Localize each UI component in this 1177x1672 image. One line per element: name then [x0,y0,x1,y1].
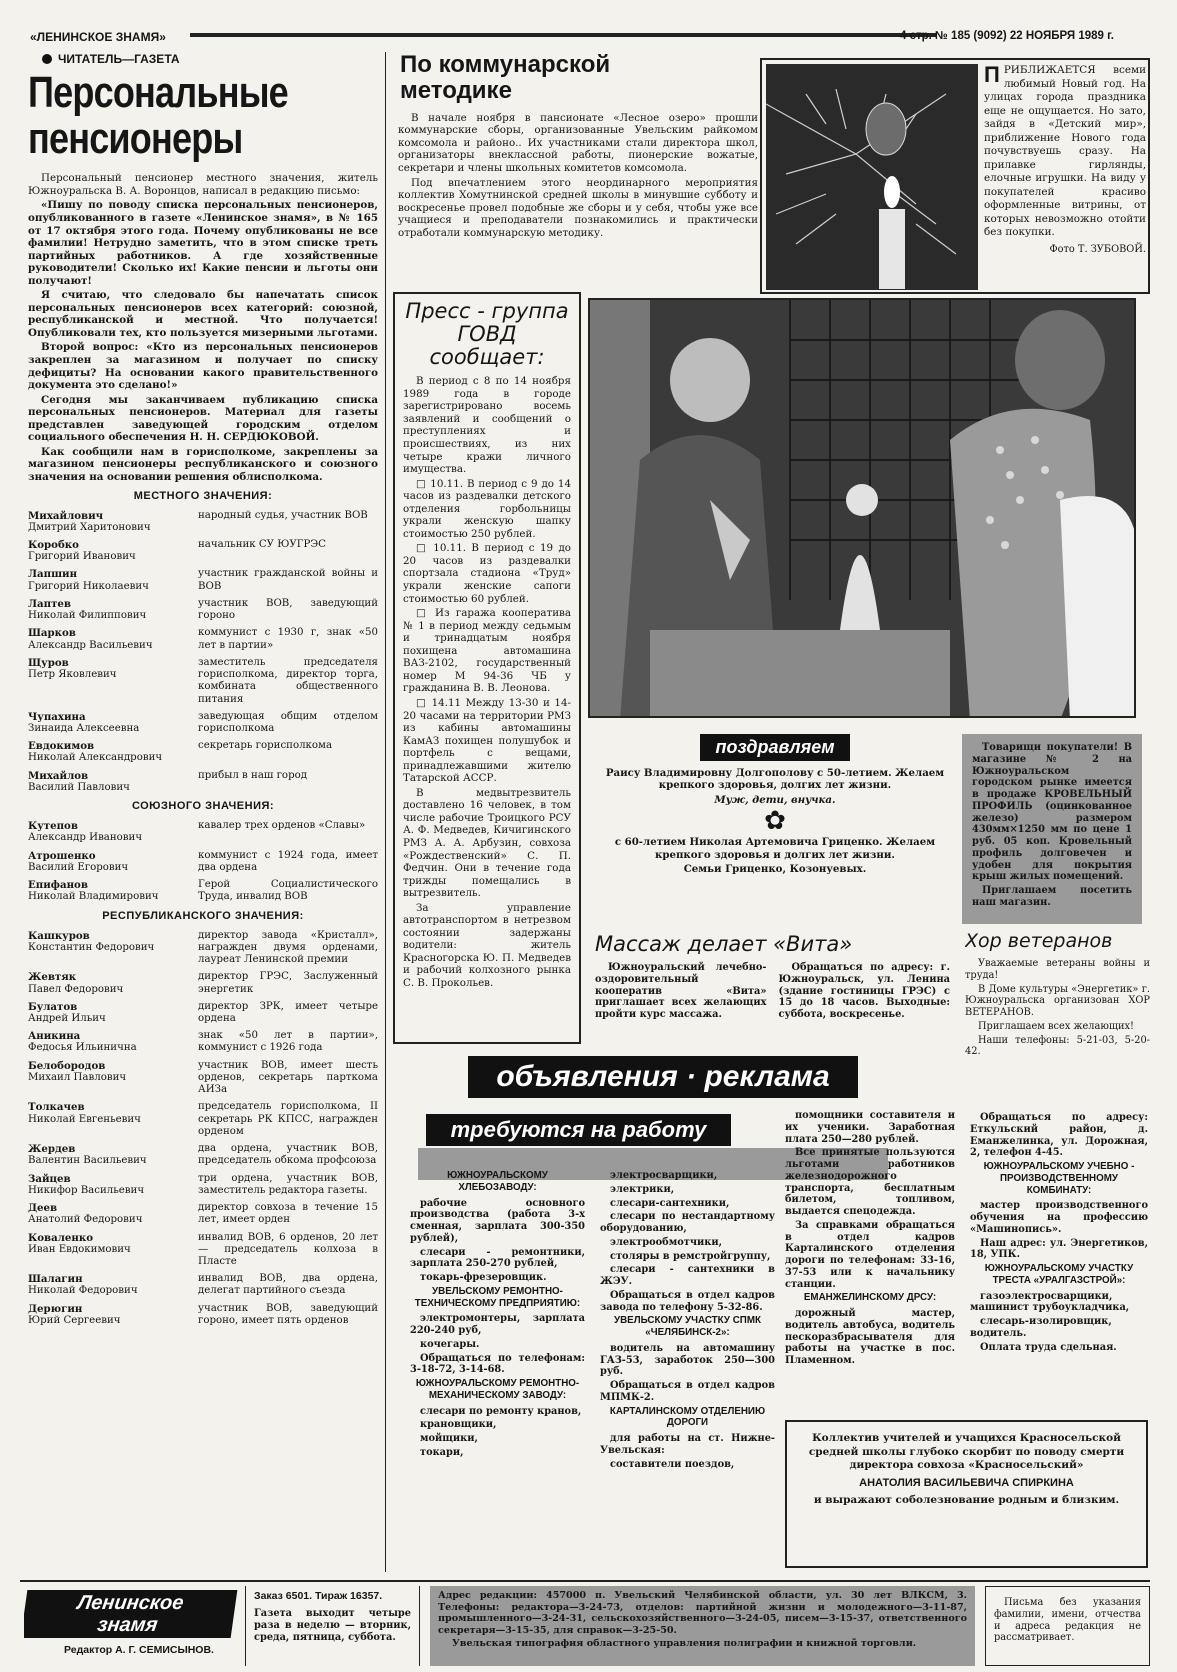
pensioner-surname: Атрошенко [28,849,96,862]
pensioner-entry [28,1202,378,1226]
ads-column-2 [600,1170,775,1580]
paragraph: □ 14.11 Между 13-30 и 14-20 часами на территории РМЗ из кабины автомашины КамАЗ похищен полушубок и портфель с вещами, принадлежавшими жителю Татарской АССР. [403,696,571,785]
pensioner-description: Герой Социалистического Труда, инвалид ВОВ [198,879,378,903]
ad-line: электросварщики, [610,1170,718,1181]
ad-line: помощники составителя и их ученики. Заработная плата 250—280 рублей. [785,1110,955,1145]
press-group-article [393,292,581,1044]
greeting-1: Раису Владимировну Долгополову с 50-летием. Желаем крепкого здоровья, долгих лет жизни. [605,767,945,792]
ad-employer-heading: ЮЖНОУРАЛЬСКОМУ РЕМОНТНО-МЕХАНИЧЕСКОМУ ЗАВОДУ: [415,1378,580,1401]
choir-p1: Уважаемые ветераны войны и труда! [965,958,1150,981]
ad-line: За справками обращаться в отдел кадров Карталинского отделения дороги по телефонам: 33-16, 37-53 или к начальнику станции. [785,1219,955,1290]
pensioner-given-names: Валентин Васильевич [28,1155,147,1167]
ad-line: Оплата труда сдельная. [980,1341,1117,1353]
pensioner-surname: Аникина [28,1030,81,1043]
pensioner-given-names: Василий Егорович [28,861,129,873]
pensioner-entry [28,510,378,534]
pensioner-surname: Кутепов [28,820,78,833]
pensioner-given-names: Петр Яковлевич [28,669,117,681]
ad-line: слесарь-изолировщик, водитель. [970,1316,1112,1339]
pensioner-surname: Михайлович [28,509,104,522]
pensioner-given-names: Анатолий Федорович [28,1214,143,1226]
roofing-invite: Приглашаем посетить наш магазин. [972,885,1132,908]
personal-article [28,52,378,1572]
pensioner-entry [28,1232,378,1269]
pensioner-surname: Жевтяк [28,971,77,984]
ad-line: мойщики, [420,1433,478,1444]
pensioner-surname: Деев [28,1202,58,1215]
condolence-text: Коллектив учителей и учащихся Красносельской средней школы глубоко скорбит по поводу смерти директора совхоза «Красносельский» [808,1432,1125,1472]
pensioner-name [28,1143,198,1167]
pensioner-description: секретарь горисполкома [198,740,333,752]
ad-line: для работы на ст. Нижне-Увельская: [600,1433,775,1456]
paper-logo [24,1590,237,1638]
pensioner-given-names: Василий Павлович [28,781,130,793]
pensioner-entry [28,850,378,874]
pensioner-name [28,539,198,563]
ad-line: Обращаться в отдел кадров завода по телефону 5-32-86. [600,1289,775,1313]
ad-line: рабочие основного производства (работа 3-х сменная, зарплата 300-350 рублей), [410,1197,585,1244]
publication-schedule: Газета выходит четыре раза в неделю — вторник, среда, пятница, суббота. [254,1608,411,1643]
quote-text: «Пишу по поводу списка персональных пенсионеров, опубликованного в газете «Ленинское знамя», в № 165 от 17 октября этого года. Почему опубликованы не все фамилии! Нетрудно заметить, что в этом списке треть партийных работников. А где хозяйственные руководители! Сколько их! Какие пенсии и льготы они получают! [28,199,378,287]
pensioner-surname: Жердев [28,1143,76,1156]
condolence-box [785,1420,1148,1568]
press-title [403,300,571,369]
pensioner-surname: Коробко [28,538,79,551]
pensioner-entry [28,627,378,651]
pensioner-description: инвалид ВОВ, два ордена, делегат партийного съезда [198,1273,378,1297]
footer-letters [985,1586,1150,1666]
article-title [28,70,315,162]
massage-ad [595,932,950,1052]
ad-line: Все принятые пользуются льготами работников железнодорожного транспорта, бесплатным билетом, топливом, выдается спецодежда. [785,1147,955,1217]
ad-line: слесари - сантехники в ЖЭУ. [600,1264,775,1287]
section-heading-republic: РЕСПУБЛИКАНСКОГО ЗНАЧЕНИЯ: [102,909,304,922]
pensioner-given-names: Григорий Иванович [28,551,136,563]
ad-line: слесари по ремонту кранов, [420,1405,582,1417]
pensioner-given-names: Андрей Ильич [28,1013,106,1024]
pensioner-entry [28,930,378,967]
pensioner-name [28,598,198,622]
paragraph: □ 10.11. В период с 9 до 14 часов из раздевалки детского отделения горбольницы украли женскую шапку стоимостью 250 рублей. [403,477,571,540]
ad-line: слесари-сантехники, [610,1197,730,1209]
drop-cap: П [984,64,1000,87]
letters-policy: Письма без указания фамилии, имени, отчества и адреса редакция не рассматривает. [994,1597,1141,1644]
paragraph: В медвытрезвитель доставлено 16 человек, в том числе рабочие Троицкого РСУ А. Ф. Медведев, Кичигинского РМЗ А. А. Арбузин, совхоза «Рождественский» С. П. Федчин. Они в течение года трижды помещались в вытрезвитель. [403,786,571,900]
pensioner-given-names: Михаил Павлович [28,1071,127,1083]
paragraph: Сегодня мы заканчиваем публикацию списка персональных пенсионеров. Материал для газеты представлен заведующей городским отделом социального обеспечения Н. Н. СЕРДЮКОВОЙ. [28,393,378,444]
title-line-2: пенсионеры [28,114,243,164]
kommunar-article [398,52,758,282]
pensioner-entry [28,1030,378,1054]
ad-line: электромонтеры, зарплата 220-240 руб, [410,1313,585,1336]
pensioner-surname: Булатов [28,1000,78,1013]
pensioner-surname: Евдокимов [28,740,95,753]
pensioner-description: заведующая общим отделом горисполкома [198,710,378,735]
pensioner-entry [28,1173,378,1197]
paper-name: «ЛЕНИНСКОЕ ЗНАМЯ» [30,30,166,44]
pensioner-surname: Лаптев [28,597,71,610]
pensioner-name [28,1101,198,1138]
pensioner-given-names: Александр Васильевич [28,639,153,651]
pensioner-given-names: Николай Евгеньевич [28,1113,141,1125]
pensioner-name [28,770,198,794]
pensioner-name [28,1232,198,1269]
ad-line: дорожный мастер, водитель автобуса, водитель пескоразбрасывателя для работы на участке в пос. Пламенном. [785,1308,955,1366]
pensioner-description: начальник СУ ЮУГРЭС [198,538,326,550]
editorial-address: Адрес редакции: 457000 п. Увельский Челябинской области, ул. 30 лет ВЛКСМ, 3. Телефоны: редактора—3-24-73, отделов: партийной жизни и молодежного—3-11-87, промышленного—3-24-31, сельскохозяйственного—3-24-05, писем—3-15-37, ответственного секретаря—3-15-35, для справок—3-25-50. [438,1590,967,1636]
column-divider [385,52,386,1572]
pensioner-given-names: Зинаида Алексеевна [28,723,140,735]
pensioner-entry [28,711,378,735]
ad-employer-heading: ЮЖНОУРАЛЬСКОМУ УЧЕБНО - ПРОИЗВОДСТВЕННОМУ КОМБИНАТУ: [983,1161,1135,1196]
paragraph: Второй вопрос: «Кто из персональных пенсионеров закреплен за магазином и получает по списку дефициты? На основании какого правительственного документа это сделано!» [28,341,378,392]
ad-line: составители поездов, [610,1458,735,1470]
title-line-2: ГОВД [457,322,517,347]
section-heading-union: СОЮЗНОГО ЗНАЧЕНИЯ: [131,800,275,813]
ad-employer-heading: ЮЖНОУРАЛЬСКОМУ УЧАСТКУ ТРЕСТА «УРАЛГАЗСТРОЙ»: [984,1263,1134,1286]
pensioner-name [28,627,198,651]
intro-text: Персональный пенсионер местного значения, житель Южноуральска В. А. Воронцов, написал в редакцию письмо: [28,172,378,197]
pensioner-name [28,740,198,764]
ad-employer-heading: КАРТАЛИНСКОМУ ОТДЕЛЕНИЮ ДОРОГИ [609,1405,766,1429]
pensioner-description: прибыл в наш город [198,769,307,781]
pensioner-given-names: Дмитрий Харитонович [28,521,151,533]
pensioner-name [28,510,198,534]
pensioner-name [28,1173,198,1197]
ad-line: Обращаться по телефонам: 3-18-72, 3-14-68. [410,1352,585,1376]
new-year-text: РИБЛИЖАЕТСЯ всеми любимый Новый год. На улицах города праздника еще не ощущается. Но зато, зайдя в «Детский мир», приближение Нового года почувствуешь сразу. На прилавке гирлянды, елочные игрушки. На виду у покупателей красиво оформленные витрины, от которых невозможно отойти без покупки. [984,64,1146,239]
pensioner-entry [28,740,378,764]
pensioner-description: заместитель председателя горисполкома, директор торга, комбината общественного питания [198,656,378,705]
pensioner-entry [28,820,378,844]
new-year-feature [760,58,1150,294]
pensioner-given-names: Константин Федорович [28,941,155,953]
masthead-rule [190,33,937,37]
pensioner-surname: Михайлов [28,769,89,782]
rubric-label: ЧИТАТЕЛЬ—ГАЗЕТА [58,52,180,66]
massage-right: Обращаться по адресу: г. Южноуральск, ул. Ленина (здание гостиницы ГРЭС) с 15 до 18 часов. Выходные: суббота, воскресенье. [778,962,950,1020]
pensioner-surname: Лапшин [28,568,78,581]
ad-line: слесари - ремонтники, зарплата 250-270 рублей, [410,1246,585,1270]
condolence-name: АНАТОЛИЯ ВАСИЛЬЕВИЧА СПИРКИНА [859,1476,1074,1489]
pensioner-description: участник ВОВ, заведующий гороно, имеет пять орденов [198,1302,378,1326]
pensioner-description: коммунист с 1930 г, знак «50 лет в партии» [198,627,378,651]
pensioner-name [28,1273,198,1297]
pensioner-name [28,1001,198,1025]
roofing-ad [962,734,1142,924]
pensioner-description: два ордена, участник ВОВ, председатель обкома профсоюза [198,1143,378,1167]
pensioner-given-names: Федосья Ильинична [28,1042,137,1054]
editor-name: Редактор А. Г. СЕМИСЫНОВ. [64,1644,214,1656]
pensioner-surname: Толкачев [28,1101,85,1114]
bullet-icon [42,54,52,64]
pensioner-entry [28,657,378,706]
pensioner-given-names: Николай Александрович [28,752,163,764]
pensioner-description: председатель горисполкома, II секретарь РК КПСС, награжден орденом [198,1101,378,1137]
pensioner-surname: Кашкуров [28,929,90,942]
massage-left: Южноуральский лечебно-оздоровительный кооператив «Вита» приглашает всех желающих пройти курс массажа. [595,962,767,1020]
pensioner-surname: Зайцев [28,1172,71,1185]
pensioner-description: участник ВОВ, имеет шесть орденов, секретарь парткома АИЗа [198,1059,378,1096]
paragraph: В период с 8 по 14 ноября 1989 года в городе зарегистрировано восемь заявлений и сообщений о преступлениях и происшествиях, из них четыре кражи личного имущества. [403,375,571,476]
kommunar-title [400,52,758,104]
ad-employer-heading: ЮЖНОУРАЛЬСКОМУ ХЛЕБОЗАВОДУ: [447,1170,548,1193]
paragraph: Я считаю, что следовало бы напечатать список персональных пенсионеров всех категорий: союзной, республиканской и местной. Что получается! Опубликовали тех, кто пользуется мизерными льготами. [28,289,378,339]
paragraph: За управление автотранспортом в нетрезвом состоянии задержаны водители: житель Красногорска Ю. П. Медведев и рабочий колхозного рынка С. В. Прокольев. [403,901,571,989]
ad-employer-heading: УВЕЛЬСКОМУ РЕМОНТНО-ТЕХНИЧЕСКОМУ ПРЕДПРИЯТИЮ: [414,1285,581,1309]
pensioner-given-names: Николай Филиппович [28,610,147,622]
choir-p4: Наши телефоны: 5-21-03, 5-20-42. [965,1034,1150,1058]
ad-line: Обращаться в отдел кадров МПМК-2. [600,1380,775,1403]
roofing-text: Товарищи покупатели! В магазине № 2 на Южноуральском городском рынке имеется в продаже КРОВЕЛЬНЫЙ ПРОФИЛЬ (оцинкованное железо) размером 430мм×1250 мм по цене 1 руб. 05 коп. Кровельный профиль долговечен и удобен для покрытия крыш жилых помещений. [972,742,1132,883]
title-line-3: сообщает: [429,345,545,370]
choir-p3: Приглашаем всех желающих! [978,1020,1134,1032]
pine-branch-icon [766,64,978,290]
pensioner-entry [28,1303,378,1327]
pensioner-entry [28,1273,378,1297]
pensioner-name [28,1202,198,1226]
ad-line: Наш адрес: ул. Энергетиков, 18, УПК. [970,1237,1148,1261]
pensioner-given-names: Иван Евдокимович [28,1243,131,1255]
pensioner-surname: Шарков [28,627,76,640]
ad-line: Обращаться по адресу: Еткульский район, д. Еманжелинка, ул. Дорожная, 2, телефон 4-45. [970,1112,1148,1159]
pensioner-given-names: Григорий Николаевич [28,580,149,592]
pensioner-description: кавалер трех орденов «Славы» [198,820,366,832]
massage-title: Массаж делает «Вита» [595,932,853,956]
title-line-2: методике [400,76,512,104]
photo-credit: Фото Т. ЗУБОВОЙ. [1049,243,1146,255]
title-line-1: По коммунарской [400,52,611,78]
paragraph: □ 10.11. В период с 19 до 20 часов из раздевалки спортзала стадиона «Труд» украли женские сапоги стоимостью 60 рублей. [403,542,571,605]
ad-line: столяры в ремстройгруппу, [610,1250,771,1262]
footer-address [430,1586,975,1666]
paragraph: Под впечатлением этого неординарного мероприятия коллектив Хомутнинской средней школы в минувшие субботу и воскресенье провел подобные же сборы и у себя, чтобы уже все учащиеся и преподаватели познакомились и практически отработали коммунарскую методику. [398,176,758,239]
ad-line: токари, [420,1446,464,1458]
logo-line-2: знамя [95,1614,159,1636]
pensioner-entry [28,879,378,903]
pensioner-name [28,850,198,874]
pensioner-entry [28,971,378,995]
pensioner-list-local [28,510,378,795]
pensioner-description: участник ВОВ, заведующий гороно [198,597,378,622]
pensioner-description: коммунист с 1924 года, имеет два ордена [198,849,378,873]
order-info: Заказ 6501. Тираж 16357. [254,1590,383,1602]
pensioner-entry [28,1143,378,1167]
greetings-banner: поздравляем [700,734,850,761]
pensioner-name [28,879,198,903]
pensioner-surname: Шалагин [28,1273,83,1286]
pensioner-given-names: Никифор Васильевич [28,1184,145,1196]
choir-ad [965,930,1150,1090]
ads-column-4 [970,1112,1148,1412]
pensioner-entry [28,539,378,563]
pensioner-entry [28,1101,378,1138]
greeting-2: с 60-летием Николая Артемовича Гриценко. Желаем крепкого здоровья и долгих лет жизни. [614,836,936,861]
store-scene-icon [590,300,1136,718]
pensioner-name [28,711,198,735]
paragraph: Как сообщили нам в горисполкоме, закреплены за магазином пенсионеры республиканского и союзного значения на основании решения облисполкома. [28,445,378,483]
pensioner-name [28,568,198,592]
choir-title: Хор ветеранов [965,930,1113,952]
christmas-tree-photo [766,64,978,290]
toy-store-photo [588,298,1136,718]
pensioner-entry [28,598,378,622]
ad-line: крановщики, [420,1419,497,1431]
pensioner-description: знак «50 лет в партии», коммунист с 1926 года [198,1030,378,1054]
pensioner-name [28,820,198,844]
paragraph: □ Из гаража кооператива № 1 в период между седьмым и тринадцатым ноября похищена автомашина ВАЗ-2102, государственный номер М 94-36 ЧБ у гражданина В. В. Леонова. [403,607,571,695]
pensioner-name [28,657,198,706]
pensioner-name [28,1303,198,1327]
ad-employer-heading: УВЕЛЬСКОМУ УЧАСТКУ СПМК «ЧЕЛЯБИНСК-2»: [614,1315,761,1338]
flower-icon: ✿ [764,806,786,837]
ad-line: водитель на автомашину ГАЗ-53, заработок 250—300 руб. [600,1342,775,1378]
pensioner-surname: Щуров [28,656,69,669]
pensioner-given-names: Николай Федорович [28,1285,138,1297]
ad-line: электрообмотчики, [610,1236,723,1248]
ad-line: кочегары. [420,1338,480,1350]
ad-line: слесари по нестандартному оборудованию, [600,1211,775,1234]
logo-line-1: Ленинское [76,1592,186,1614]
greetings-block [595,730,955,915]
pensioner-description: народный судья, участник ВОВ [198,509,368,521]
pensioner-given-names: Павел Федорович [28,983,124,995]
ads-banner: объявления · реклама [468,1056,858,1098]
pensioner-entry [28,568,378,592]
choir-p2: В Доме культуры «Энергетик» г. Южноуральска организован ХОР ВЕТЕРАНОВ. [965,983,1150,1018]
pensioner-name [28,1030,198,1054]
pensioner-list-union [28,820,378,903]
pensioner-entry [28,1060,378,1097]
printing-house: Увельская типография областного управления полиграфии и книжной торговли. [452,1638,917,1649]
rubric [28,52,378,66]
pensioner-description: три ордена, участник ВОВ, заместитель редактора газеты. [198,1172,378,1196]
greeting-2-signature: Семьи Гриценко, Козонуевых. [683,863,867,876]
greeting-1-signature: Муж, дети, внучка. [714,793,836,806]
pensioner-description: участник гражданской войны и ВОВ [198,568,378,592]
pensioner-entry [28,770,378,794]
pensioner-description: инвалид ВОВ, 6 орденов, 20 лет — председатель колхоза в Пласте [198,1231,378,1267]
pensioner-given-names: Юрий Сергеевич [28,1314,121,1326]
pensioner-list-republic [28,930,378,1328]
pensioner-name [28,930,198,967]
pensioner-surname: Чупахина [28,710,86,723]
issue-info: 4 стр. № 185 (9092) 22 НОЯБРЯ 1989 г. [900,30,1114,42]
ad-line: электрики, [610,1183,675,1195]
pensioner-description: директор ГРЭС, Заслуженный энергетик [198,971,378,995]
pensioner-name [28,1060,198,1097]
section-heading-local: МЕСТНОГО ЗНАЧЕНИЯ: [133,489,273,502]
pensioner-description: директор ЗРК, имеет четыре ордена [198,1000,378,1024]
pensioner-given-names: Николай Владимирович [28,891,159,903]
pensioner-given-names: Александр Иванович [28,832,143,844]
pensioner-entry [28,1001,378,1025]
footer-top-rule [20,1580,1150,1582]
footer-logo [24,1590,244,1662]
ad-employer-heading: ЕМАНЖЕЛИНСКОМУ ДРСУ: [803,1292,937,1304]
title-line-1: Персональные [28,68,288,117]
pensioner-surname: Коваленко [28,1231,94,1244]
pensioner-surname: Белобородов [28,1059,106,1072]
condolence-end: и выражают соболезнование родным и близким. [813,1494,1120,1507]
ad-line: мастер производственного обучения на профессию «Машинопись». [970,1200,1148,1235]
pensioner-description: директор завода «Кристалл», награжден двумя орденами, лауреат Ленинской премии [198,929,378,966]
jobs-banner: требуются на работу [426,1114,731,1146]
title-line-1: Пресс - группа [405,299,569,323]
paragraph: В начале ноября в пансионате «Лесное озеро» прошли коммунарские сборы, организованные Увельским райкомом комсомола и районо.. Их участниками стали директора школ, организаторы внеклассной работы, пионерские вожатые, секретари и члены школьных комитетов комсомола. [398,111,758,174]
pensioner-name [28,971,198,995]
pensioner-surname: Епифанов [28,879,88,892]
footer-order [245,1586,420,1666]
ad-line: токарь-фрезеровщик. [420,1272,547,1283]
ads-column-1 [410,1170,585,1580]
pensioner-surname: Дерюгин [28,1302,83,1315]
pensioner-description: директор совхоза в течение 15 лет, имеет орден [198,1202,378,1226]
ad-line: газоэлектросварщики, машинист трубоукладчика, [970,1290,1130,1314]
ads-column-3 [785,1110,955,1400]
